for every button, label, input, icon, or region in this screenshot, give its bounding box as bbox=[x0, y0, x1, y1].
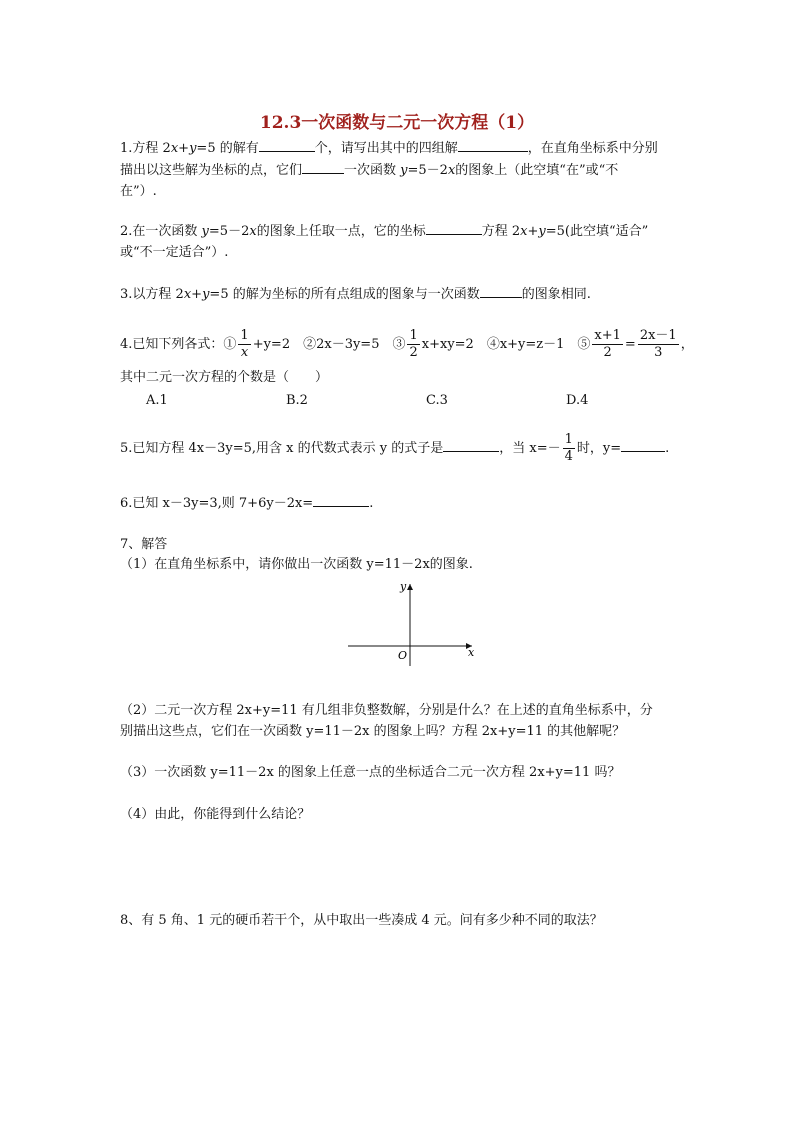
denominator: x bbox=[240, 345, 249, 360]
text: 4.已知下列各式：① bbox=[120, 337, 237, 352]
coordinate-axes bbox=[340, 578, 480, 670]
text: x bbox=[520, 224, 528, 239]
fraction bbox=[592, 328, 623, 361]
text: ，当 x=－ bbox=[499, 441, 561, 456]
text: y bbox=[202, 287, 210, 302]
text: 的图象上（此空填“在”或“不 bbox=[455, 163, 619, 178]
text: x bbox=[249, 224, 257, 239]
numerator: 1 bbox=[564, 432, 573, 447]
text: y bbox=[201, 224, 209, 239]
text: =5(此空填“适合” bbox=[545, 224, 649, 239]
answer-blank[interactable] bbox=[443, 439, 499, 452]
text: 6.已知 x－3y=3,则 7+6y－2x= bbox=[120, 496, 314, 511]
fraction bbox=[638, 328, 679, 361]
text: . bbox=[369, 496, 374, 511]
question-7-part-2-line-2: 别描出这些点，它们在一次函数 y=11－2x 的图象上吗？方程 2x+y=11 的其他解呢？ bbox=[120, 724, 626, 739]
question-1-line-3: 在”）. bbox=[120, 184, 157, 199]
denominator: 2 bbox=[603, 345, 612, 360]
answer-blank[interactable] bbox=[259, 139, 315, 152]
text: 方程 2 bbox=[481, 224, 521, 239]
text: 的图象相同. bbox=[521, 287, 591, 302]
question-2-line-2: 或“不一定适合”）. bbox=[120, 245, 229, 260]
answer-blank[interactable] bbox=[480, 285, 522, 298]
x-axis-label: x bbox=[468, 646, 475, 659]
text: =5－2 bbox=[208, 224, 250, 239]
text: x bbox=[447, 163, 456, 178]
text: 个，请写出其中的四组解 bbox=[314, 141, 458, 156]
question-7-part-3: （3）一次函数 y=11－2x 的图象上任意一点的坐标适合二元一次方程 2x+y=11 吗？ bbox=[120, 765, 621, 780]
text: y bbox=[400, 163, 408, 178]
text: 描出以这些解为坐标的点，它们 bbox=[120, 163, 303, 178]
text: 的图象上任取一点，它的坐标 bbox=[256, 224, 426, 239]
text: ， bbox=[680, 337, 694, 352]
text: =5 的解有 bbox=[196, 141, 259, 156]
question-7-part-4: （4）由此，你能得到什么结论？ bbox=[120, 807, 311, 822]
answer-blank[interactable] bbox=[426, 222, 482, 235]
text: +y=2 ②2x－3y=5 ③ bbox=[252, 337, 406, 352]
text: 5.已知方程 4x－3y=5,用含 x 的代数式表示 y 的式子是 bbox=[120, 441, 444, 456]
fraction bbox=[407, 328, 419, 361]
numerator: 1 bbox=[409, 328, 418, 343]
text: y bbox=[189, 141, 197, 156]
text: x bbox=[170, 141, 179, 156]
text: x+xy=2 ④x+y=z－1 ⑤ bbox=[421, 337, 591, 352]
question-7-part-1: （1）在直角坐标系中，请你做出一次函数 y=11－2x的图象. bbox=[120, 557, 473, 572]
question-3: 3.以方程 2x+y=5 的解为坐标的所有点组成的图象与一次函数 的图象相同. bbox=[120, 287, 591, 302]
fraction bbox=[238, 328, 250, 361]
text: 一次函数 bbox=[344, 163, 401, 178]
fraction bbox=[563, 432, 575, 465]
denominator: 4 bbox=[564, 449, 573, 464]
text: 1.方程 2 bbox=[120, 141, 171, 156]
text: =5－2 bbox=[407, 163, 448, 178]
origin-label: O bbox=[398, 649, 408, 662]
page-title: 12.3一次函数与二元一次方程（1） bbox=[259, 113, 535, 133]
text: 2.在一次函数 bbox=[120, 224, 202, 239]
y-axis-label: y bbox=[400, 580, 407, 593]
option-b[interactable]: B.2 bbox=[286, 393, 308, 408]
numerator: x+1 bbox=[594, 328, 621, 343]
text: x bbox=[183, 287, 192, 302]
question-1-line-2 bbox=[120, 161, 618, 181]
option-d[interactable]: D.4 bbox=[566, 393, 589, 408]
numerator: 2x－1 bbox=[639, 328, 677, 343]
question-1-line-1 bbox=[120, 139, 658, 159]
text: + bbox=[178, 141, 190, 156]
text: y bbox=[538, 224, 546, 239]
answer-blank[interactable] bbox=[313, 494, 369, 507]
question-5 bbox=[120, 430, 669, 468]
option-c[interactable]: C.3 bbox=[426, 393, 448, 408]
denominator: 3 bbox=[654, 345, 663, 360]
question-7-part-2-line-1: （2）二元一次方程 2x+y=11 有几组非负整数解，分别是什么？在上述的直角坐标系中，分 bbox=[120, 703, 653, 718]
question-4-line-2: 其中二元一次方程的个数是（ ） bbox=[120, 370, 329, 385]
question-4-options bbox=[120, 391, 680, 411]
text: ，在直角坐标系中分别 bbox=[527, 141, 658, 156]
text: = bbox=[624, 337, 636, 352]
text: 时，y= bbox=[576, 441, 622, 456]
text: 3.以方程 2 bbox=[120, 287, 184, 302]
answer-blank[interactable] bbox=[621, 439, 665, 452]
question-4-line-1 bbox=[120, 326, 694, 364]
answer-blank[interactable] bbox=[458, 139, 528, 152]
question-7-heading: 7、解答 bbox=[120, 537, 168, 552]
question-8: 8、有 5 角、1 元的硬币若干个，从中取出一些凑成 4 元。问有多少种不同的取法？ bbox=[120, 913, 603, 928]
question-2-line-1: 2.在一次函数 y=5－2x的图象上任取一点，它的坐标 方程 2x+y=5(此空填“适合” bbox=[120, 224, 649, 239]
answer-blank[interactable] bbox=[302, 161, 344, 174]
option-a[interactable]: A.1 bbox=[146, 393, 168, 408]
numerator: 1 bbox=[240, 328, 249, 343]
question-6 bbox=[120, 494, 373, 514]
denominator: 2 bbox=[409, 345, 418, 360]
text: . bbox=[665, 441, 670, 456]
text: =5 的解为坐标的所有点组成的图象与一次函数 bbox=[209, 287, 480, 302]
